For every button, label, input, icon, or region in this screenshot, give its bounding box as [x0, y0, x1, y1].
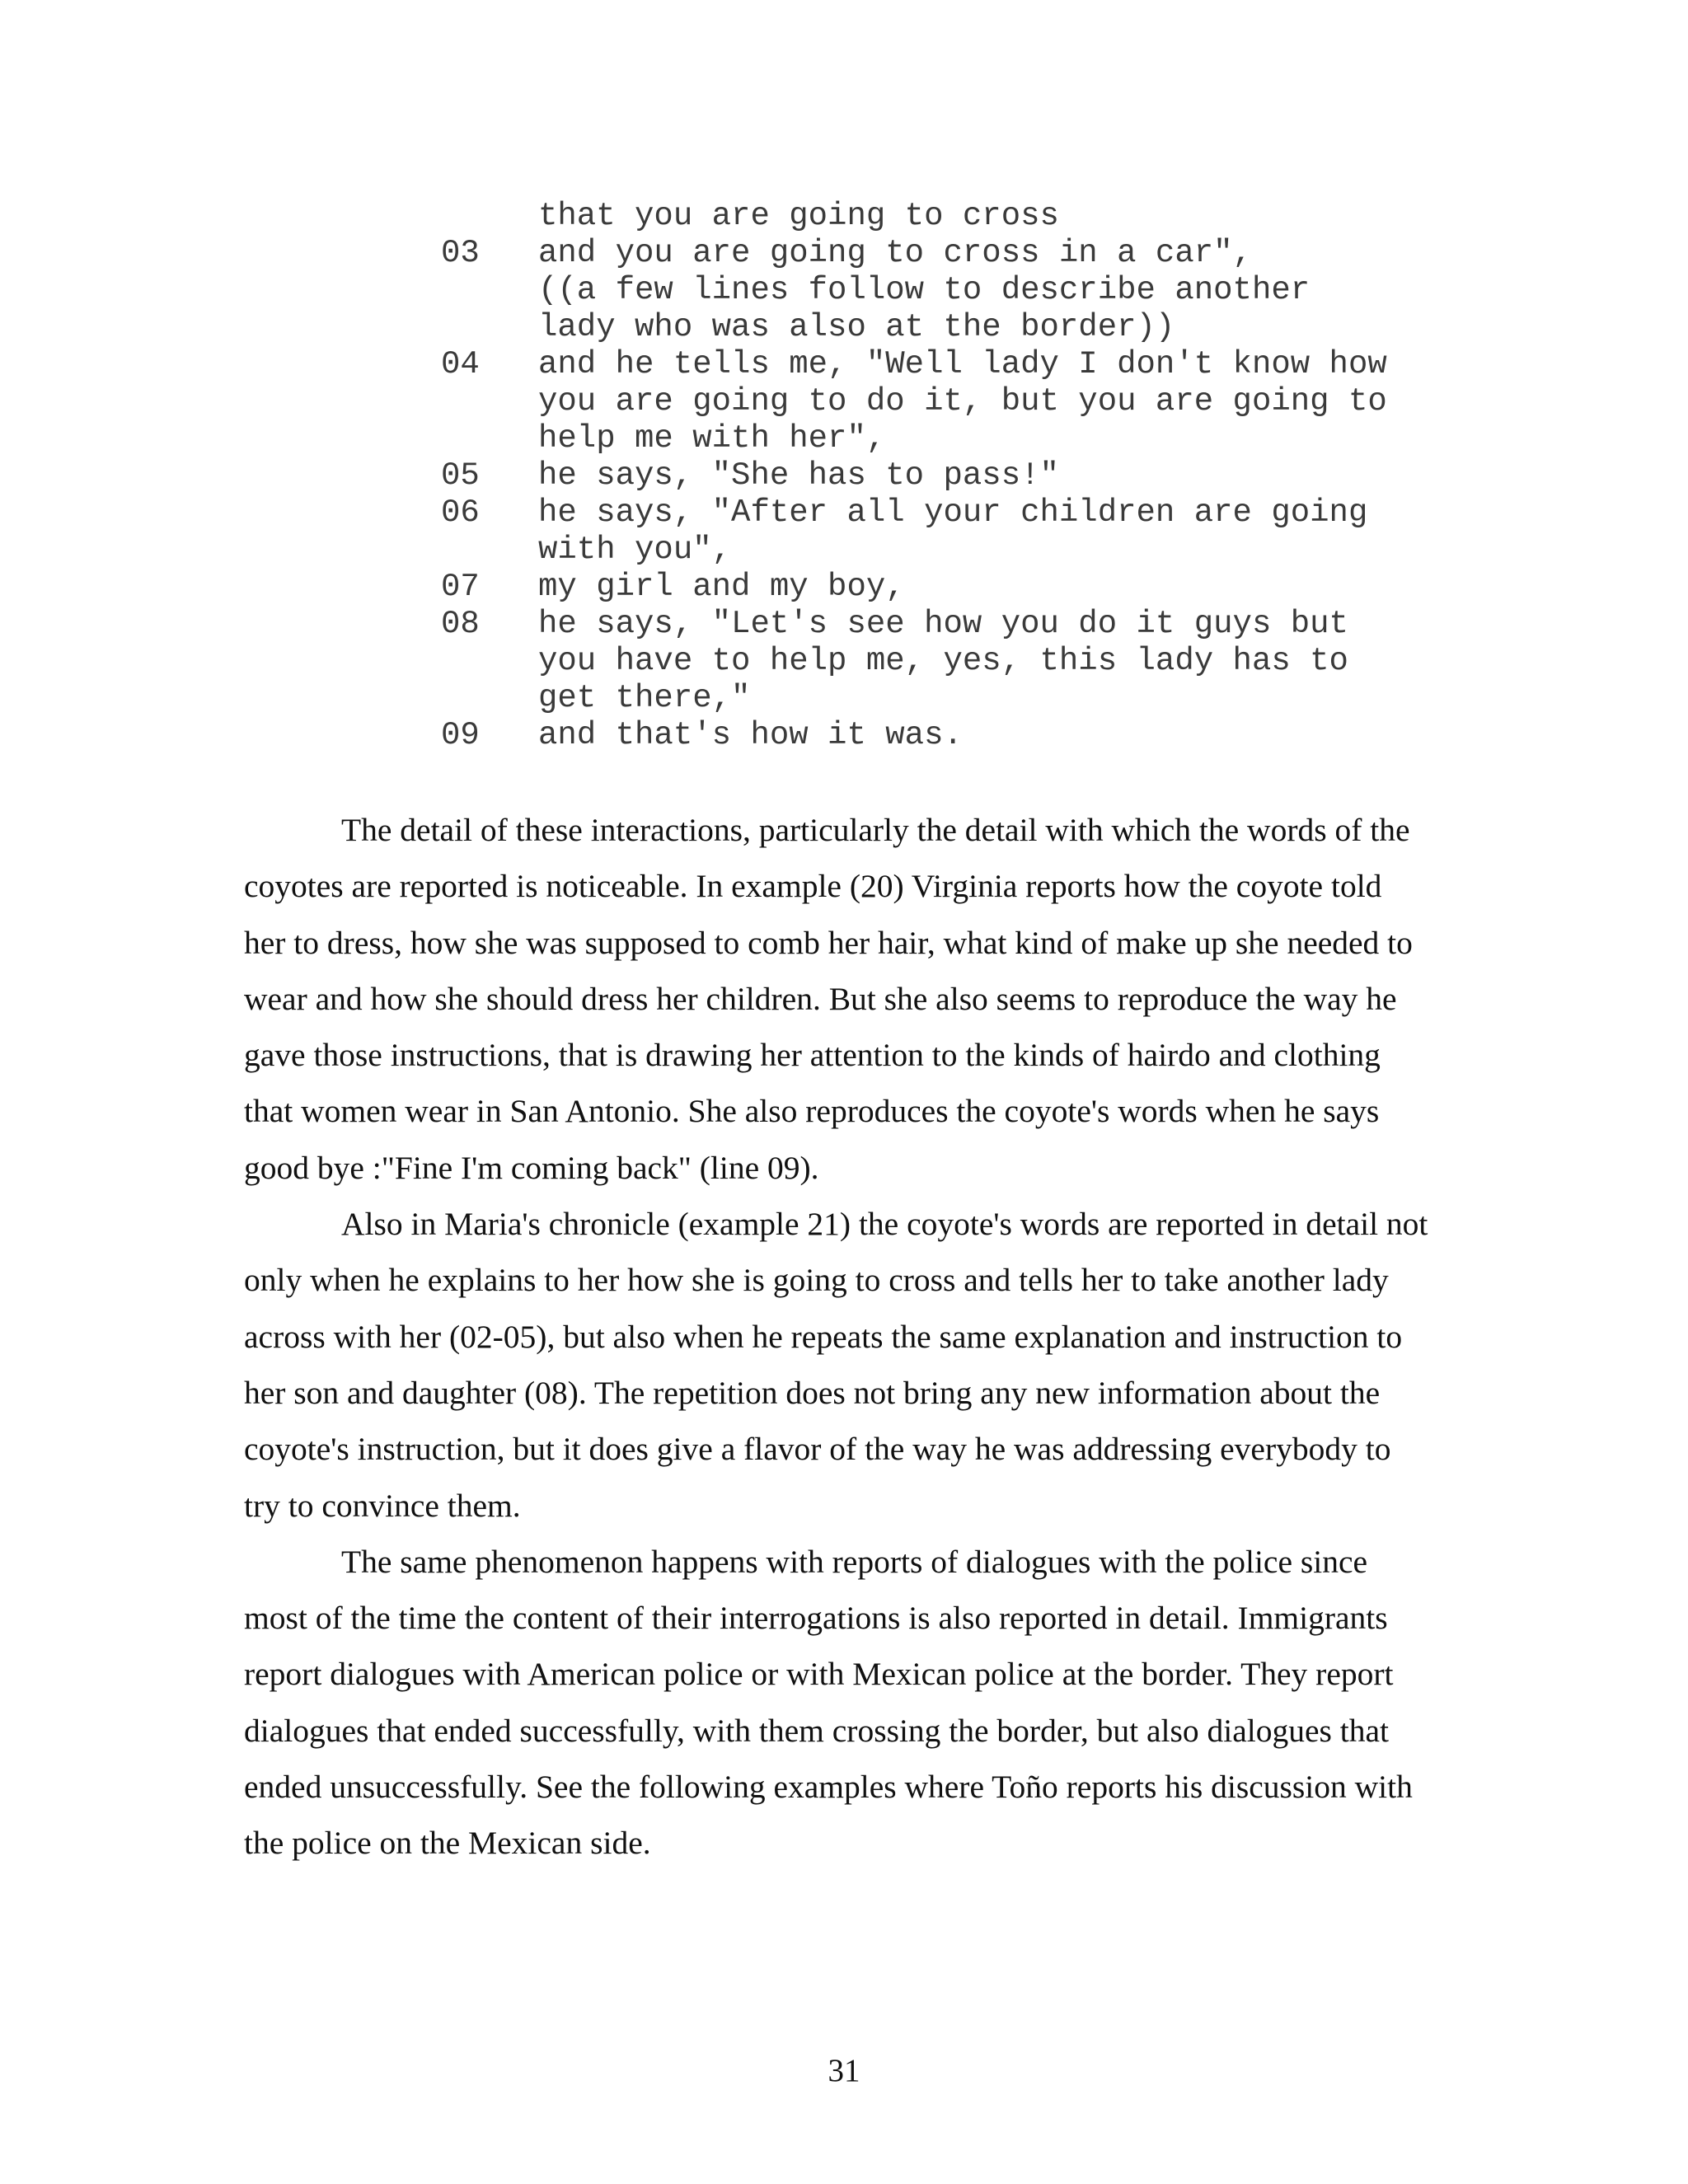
line-text: he says, "She has to pass!" — [538, 457, 1059, 494]
transcript-line — [441, 420, 1387, 457]
line-text: he says, "After all your children are going — [538, 494, 1368, 531]
transcript-line — [441, 309, 1387, 346]
transcript-line — [441, 643, 1387, 680]
line-number: 06 — [441, 494, 480, 531]
transcript-line — [441, 494, 1387, 532]
transcript-line — [441, 532, 1387, 569]
line-text: you are going to do it, but you are going to — [538, 383, 1387, 419]
line-number: 08 — [441, 606, 480, 642]
line-text: and he tells me, "Well lady I don't know how — [538, 346, 1387, 382]
line-number: 09 — [441, 717, 480, 753]
transcript-line — [441, 569, 1387, 606]
line-text: that you are going to cross — [538, 198, 1059, 234]
line-text: he says, "Let's see how you do it guys but — [538, 606, 1348, 642]
line-number — [441, 680, 538, 717]
line-number — [441, 643, 538, 680]
line-text: you have to help me, yes, this lady has to — [538, 643, 1348, 679]
transcript-line — [441, 717, 1387, 754]
body-text — [244, 802, 1431, 1872]
line-number: 04 — [441, 346, 480, 382]
transcript-line — [441, 346, 1387, 383]
line-number: 05 — [441, 457, 480, 494]
transcript-line — [441, 457, 1387, 494]
line-text: get there," — [538, 680, 751, 716]
transcript-line — [441, 680, 1387, 717]
line-number — [441, 532, 538, 569]
body-paragraph: Also in Maria's chronicle (example 21) the coyote's words are reported in detail not only when he explains to her how she is going to cross and tells her to take another lady across with her (02-05), but also when he repeats the same explanation and instruction to her son and daughter (08). The repetition does not bring any new information about the coyote's instruction, but it does give a flavor of the way he was addressing everybody to try to convince them. — [244, 1206, 1428, 1524]
transcript-line — [441, 383, 1387, 420]
line-number: 03 — [441, 235, 480, 271]
page-number: 31 — [828, 2053, 860, 2088]
line-number — [441, 420, 538, 457]
line-number — [441, 383, 538, 420]
line-text: ((a few lines follow to describe another — [538, 272, 1311, 308]
line-number — [441, 198, 538, 235]
line-text: and you are going to cross in a car", — [538, 235, 1252, 271]
line-number — [441, 272, 538, 309]
line-text: lady who was also at the border)) — [538, 309, 1175, 345]
line-number: 07 — [441, 569, 480, 605]
line-number — [441, 309, 538, 346]
line-text: help me with her", — [538, 420, 886, 457]
transcript-line — [441, 272, 1387, 309]
line-text: and that's how it was. — [538, 717, 963, 753]
transcript-line — [441, 235, 1387, 272]
transcript-excerpt — [441, 198, 1387, 754]
body-paragraph: The detail of these interactions, particularly the detail with which the words of the coyotes are reported is noticeable. In example (20) Virginia reports how the coyote told her to dress, how she was supposed to comb her hair, what kind of make up she needed to wear and how she should dress her children. But she also seems to reproduce the way he gave those instructions, that is drawing her attention to the kinds of hairdo and clothing that women wear in San Antonio. She also reproduces the coyote's words when he says good bye :"Fine I'm coming back" (line 09). — [244, 812, 1413, 1186]
body-paragraph: The same phenomenon happens with reports of dialogues with the police since most of the time the content of their interrogations is also reported in detail. Immigrants report dialogues with American police or with Mexican police at the border. They report dialogues that ended successfully, with them crossing the border, but also dialogues that ended unsuccessfully. See the following examples where Toño reports his discussion with the police on the Mexican side. — [244, 1543, 1413, 1862]
line-text: my girl and my boy, — [538, 569, 905, 605]
line-text: with you", — [538, 532, 732, 568]
transcript-line — [441, 198, 1387, 235]
transcript-line — [441, 606, 1387, 643]
